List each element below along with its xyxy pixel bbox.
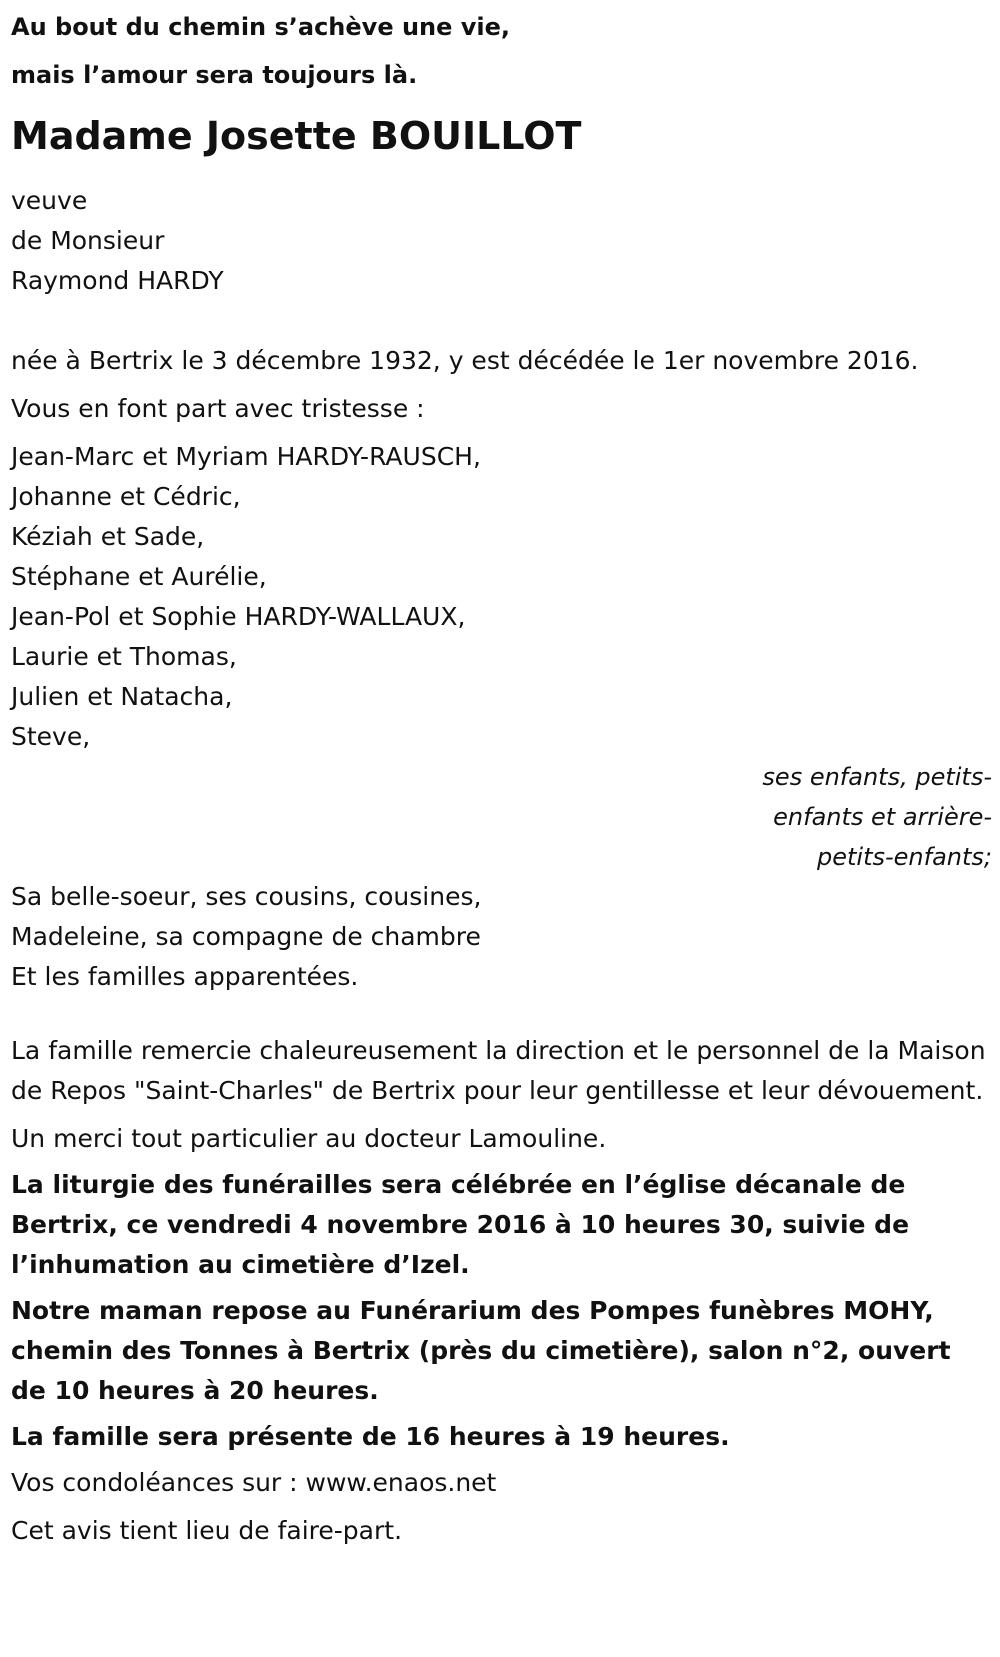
- family-member: Kéziah et Sade,: [11, 522, 205, 551]
- obituary-notice: [11, 0, 992, 1551]
- funeral-details: La liturgie des funérailles sera célébrée en l’église décanale de Bertrix, ce vendredi 4 novembre 2016 à 10 heures 30, suivie de l’inhumation au cimetière d’Izel.: [11, 1170, 910, 1279]
- birth-death: née à Bertrix le 3 décembre 1932, y est décédée le 1er novembre 2016.: [11, 346, 919, 375]
- special-thanks: Un merci tout particulier au docteur Lamouline.: [11, 1124, 607, 1153]
- widow-of-line: Raymond HARDY: [11, 266, 224, 295]
- notice-footer: Cet avis tient lieu de faire-part.: [11, 1516, 403, 1545]
- widow-of-line: de Monsieur: [11, 226, 165, 255]
- family-member: Jean-Pol et Sophie HARDY-WALLAUX,: [11, 602, 466, 631]
- repose-details: Notre maman repose au Funérarium des Pompes funèbres MOHY, chemin des Tonnes à Bertrix (près du cimetière), salon n°2, ouvert de 10 heures à 20 heures.: [11, 1296, 951, 1405]
- epigraph-line: Au bout du chemin s’achève une vie,: [11, 13, 511, 41]
- announce-intro: Vous en font part avec tristesse :: [11, 394, 425, 423]
- epigraph: [11, 3, 989, 99]
- widow-of-line: veuve: [11, 186, 88, 215]
- family-caption: ses enfants, petits-enfants et arrière-petits-enfants;: [762, 763, 992, 871]
- relatives-line: Sa belle-soeur, ses cousins, cousines,: [11, 882, 482, 911]
- epigraph-line: mais l’amour sera toujours là.: [11, 61, 418, 89]
- thanks-paragraph: La famille remercie chaleureusement la direction et le personnel de la Maison de Repos "Saint-Charles" de Bertrix pour leur gentillesse et leur dévouement.: [11, 1036, 986, 1105]
- family-member: Julien et Natacha,: [11, 682, 233, 711]
- family-member: Jean-Marc et Myriam HARDY-RAUSCH,: [11, 442, 481, 471]
- family-member: Johanne et Cédric,: [11, 482, 241, 511]
- relatives-line: Et les familles apparentées.: [11, 962, 359, 991]
- family-presence: La famille sera présente de 16 heures à 19 heures.: [11, 1422, 730, 1451]
- condolences-link: Vos condoléances sur : www.enaos.net: [11, 1468, 497, 1497]
- relatives-list: [11, 877, 989, 997]
- deceased-name: Madame Josette BOUILLOT: [11, 114, 582, 158]
- family-member: Steve,: [11, 722, 91, 751]
- relatives-line: Madeleine, sa compagne de chambre: [11, 922, 481, 951]
- family-member: Laurie et Thomas,: [11, 642, 237, 671]
- widow-of: [11, 181, 989, 301]
- family-list: [11, 437, 989, 757]
- family-member: Stéphane et Aurélie,: [11, 562, 267, 591]
